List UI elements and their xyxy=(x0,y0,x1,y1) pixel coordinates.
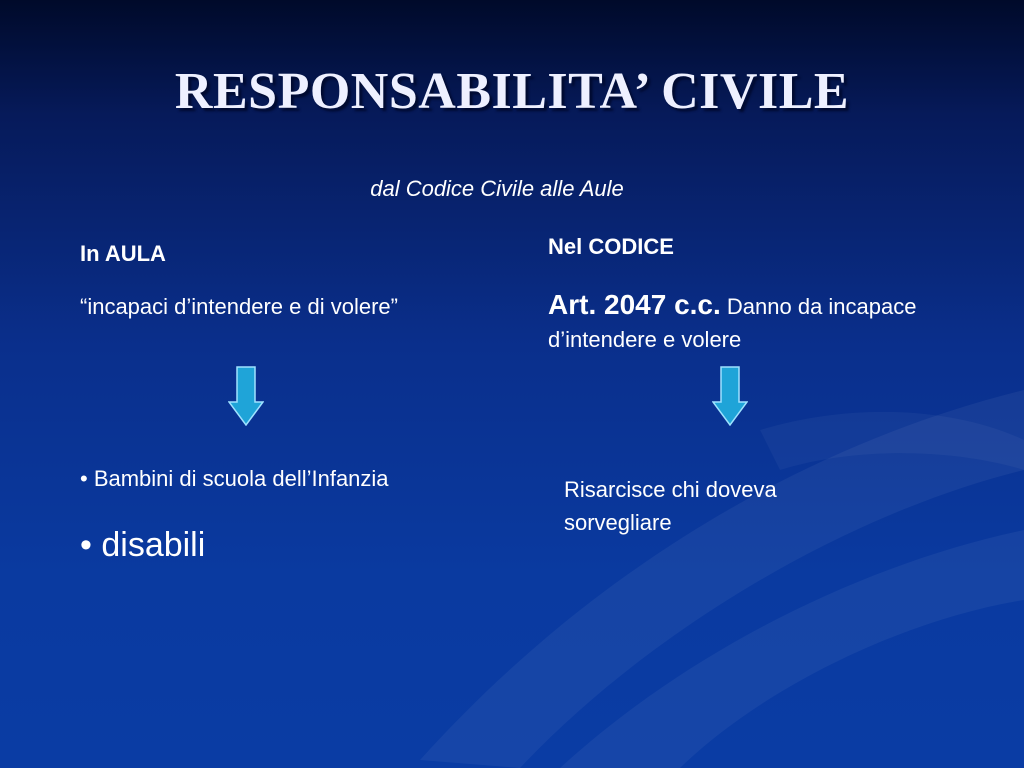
article-text: Danno da incapace d’intendere e volere xyxy=(548,294,917,352)
arrow-down-icon xyxy=(228,366,264,426)
left-heading: In AULA xyxy=(80,241,166,266)
article-label: Art. 2047 c.c. xyxy=(548,289,721,320)
article-block xyxy=(548,288,928,356)
slide-subtitle: dal Codice Civile alle Aule xyxy=(370,176,624,201)
arrow-down-icon xyxy=(712,366,748,426)
right-result: Risarcisce chi doveva sorvegliare xyxy=(564,477,777,535)
left-quote: “incapaci d’intendere e di volere” xyxy=(80,294,398,319)
slide-title: RESPONSABILITA’ CIVILE xyxy=(174,63,850,120)
bullet-disabili: • disabili xyxy=(80,526,206,564)
bullet-bambini: • Bambini di scuola dell’Infanzia xyxy=(80,466,389,491)
right-heading: Nel CODICE xyxy=(548,234,674,259)
